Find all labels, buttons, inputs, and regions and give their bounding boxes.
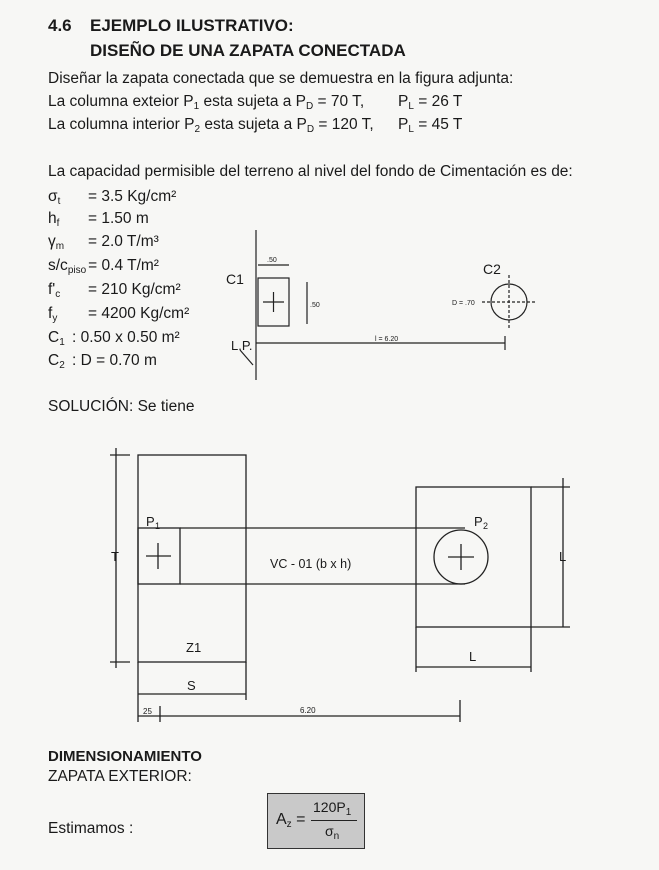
formula-lhs: Az = <box>276 811 306 830</box>
svg-text:2: 2 <box>483 521 489 531</box>
label-620: 6.20 <box>300 706 316 715</box>
fraction-bar <box>311 820 357 821</box>
label-l-bottom: L <box>469 649 477 664</box>
label-c2: C2 <box>483 261 501 277</box>
label-z1: Z1 <box>186 640 202 655</box>
column-exterior-live: PL = 26 T <box>398 93 463 112</box>
label-lp: L.P. <box>231 338 253 353</box>
section-title: EJEMPLO ILUSTRATIVO: <box>90 16 294 35</box>
prop-fc: f'c = 210 Kg/cm² <box>48 281 181 300</box>
capacity-text: La capacidad permisible del terreno al nivel del fondo de Cimentación es de: <box>48 163 573 180</box>
formula-numerator: $120P_1$ <box>313 799 352 818</box>
label-span: l = 6.20 <box>375 336 399 343</box>
label-p2: P <box>474 514 483 529</box>
dim-title: DIMENSIONAMIENTO <box>48 748 202 765</box>
estimate-label: Estimamos : <box>48 820 134 837</box>
label-l-right: L <box>559 549 567 564</box>
formula-denominator: $\sigma_n$ <box>325 823 340 842</box>
dim-subtitle: ZAPATA EXTERIOR: <box>48 768 192 785</box>
prop-c1: C1 : 0.50 x 0.50 m² <box>48 329 180 348</box>
intro-text: Diseñar la zapata conectada que se demuestra en la figura adjunta: <box>48 70 514 87</box>
label-diameter: D = .70 <box>452 300 475 307</box>
prop-sigma: σt = 3.5 Kg/cm² <box>48 188 177 207</box>
label-p1: P <box>146 514 155 529</box>
prop-gamma: γm = 2.0 T/m³ <box>48 233 159 252</box>
formula-box <box>267 793 365 849</box>
section-number: 4.6 <box>48 16 72 35</box>
label-beam: VC - 01 (b x h) <box>270 557 352 571</box>
solution-text: SOLUCIÓN: Se tiene <box>48 398 195 415</box>
label-c1: C1 <box>226 271 244 287</box>
column-exterior-line: La columna exteior P1 esta sujeta a PD = 70 T, <box>48 93 365 112</box>
prop-hf: hf = 1.50 m <box>48 210 149 229</box>
prop-c2: C2 : D = 0.70 m <box>48 352 157 371</box>
prop-sc: s/cpiso = 0.4 T/m² <box>48 257 159 276</box>
label-s: S <box>187 678 196 693</box>
column-interior-line: La columna interior P2 esta sujeta a PD = 120 T, <box>48 116 374 135</box>
label-25: 25 <box>143 707 152 716</box>
svg-text:1: 1 <box>155 521 161 531</box>
footing-z1 <box>138 455 246 662</box>
dim-50-side: .50 <box>310 302 320 309</box>
label-t: T <box>111 549 119 564</box>
column-interior-live: PL = 45 T <box>398 116 463 135</box>
section-subtitle: DISEÑO DE UNA ZAPATA CONECTADA <box>90 41 406 60</box>
dim-50-top: .50 <box>267 257 277 264</box>
prop-fy: fy = 4200 Kg/cm² <box>48 305 190 324</box>
